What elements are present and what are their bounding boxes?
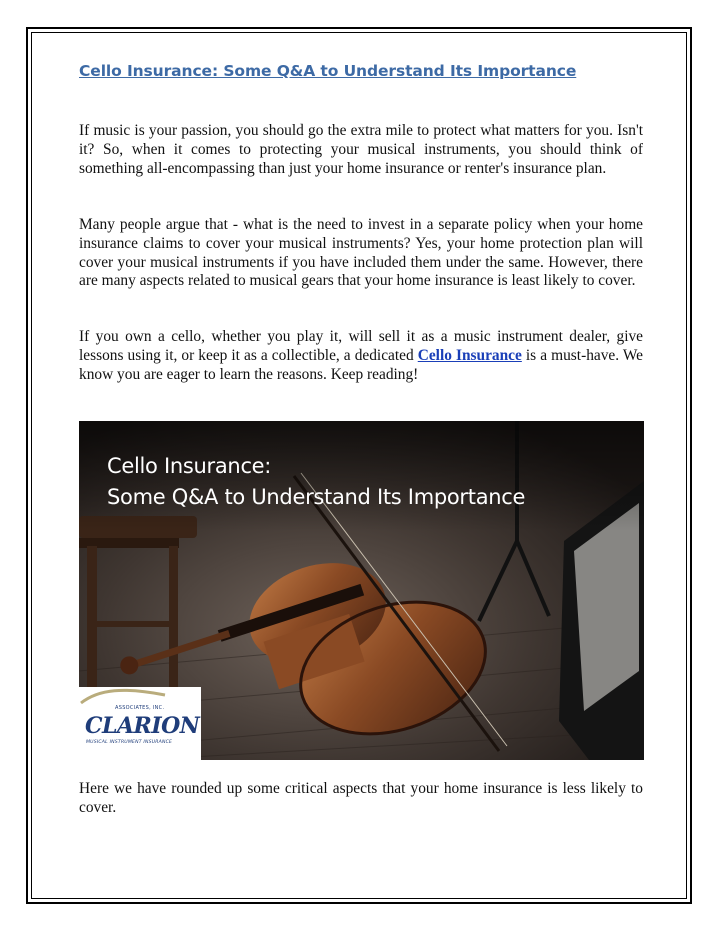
paragraph-text-before-link: If you own a cello, whether you play it, will sell it as a music instrument dealer, give lessons using it, or keep it as a collectible, a dedicated	[79, 328, 643, 364]
paragraph-text-after-link: is a must-have. We know you are eager to learn the reasons. Keep reading!	[79, 346, 643, 383]
clarion-logo	[79, 687, 201, 760]
logo-name: CLARION	[85, 713, 200, 739]
paragraph-closing: Here we have rounded up some critical aspects that your home insurance is less likely to cover.	[79, 780, 643, 816]
logo-associates-text: ASSOCIATES, INC.	[115, 705, 165, 711]
hero-title-line-1: Cello Insurance:	[107, 454, 272, 478]
paragraph-cello-owner	[79, 328, 643, 384]
hero-image	[79, 421, 644, 760]
page-title: Cello Insurance: Some Q&A to Understand Its Importance	[79, 62, 577, 80]
logo-tagline: MUSICAL INSTRUMENT INSURANCE	[86, 740, 173, 745]
paragraph-argument: Many people argue that - what is the need to invest in a separate policy when your home insurance claims to cover your musical instruments? Yes, your home protection plan will cover your musical instruments if you have included them under the same. However, there are many aspects related to musical gears that your home insurance is least likely to cover.	[79, 216, 643, 290]
paragraph-intro: If music is your passion, you should go the extra mile to protect what matters for you. Isn't it? So, when it comes to protecting your musical instruments, you should think of something all-encompassing than just your home insurance or renter's insurance plan.	[79, 122, 643, 177]
logo-swoosh-icon	[79, 687, 169, 705]
cello-insurance-link[interactable]: Cello Insurance	[417, 346, 522, 364]
hero-title-line-2: Some Q&A to Understand Its Importance	[107, 485, 526, 509]
